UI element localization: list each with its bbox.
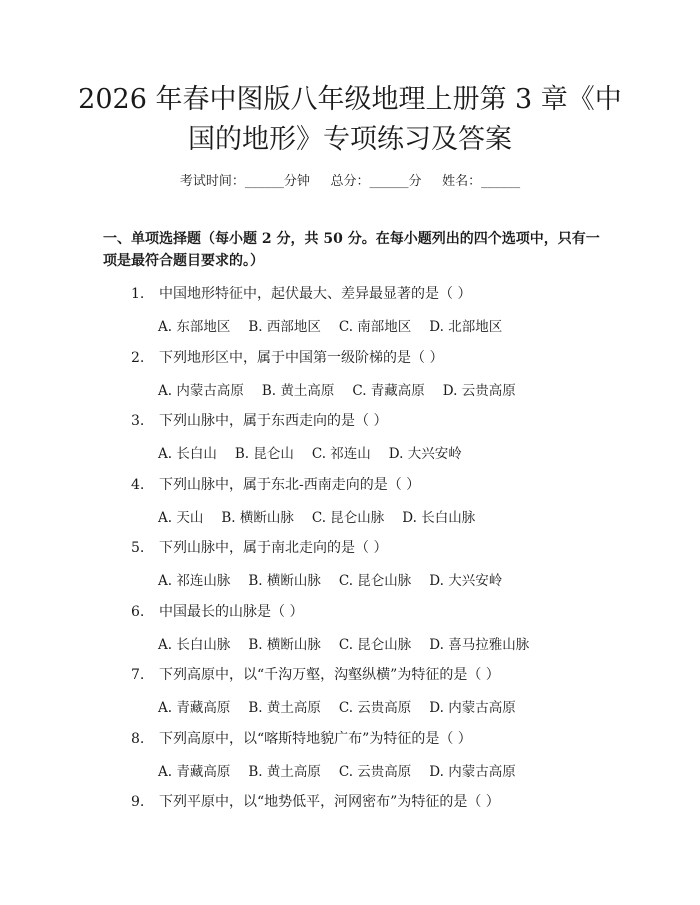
question-number: 3. xyxy=(131,413,145,429)
question-item xyxy=(131,537,631,557)
question-text: 下列山脉中，属于东北-西南走向的是（ ） xyxy=(159,476,421,493)
question-item xyxy=(131,283,631,303)
option-item: D. 大兴安岭 xyxy=(388,446,462,462)
option-item: B. 黄土高原 xyxy=(248,700,321,716)
question-number: 6. xyxy=(131,603,145,620)
option-item: D. 内蒙古高原 xyxy=(429,700,516,716)
option-item: A. 天山 xyxy=(158,509,204,526)
question-item xyxy=(131,664,631,684)
question-item xyxy=(131,728,631,748)
question-text: 下列地形区中，属于中国第一级阶梯的是（ ） xyxy=(159,349,444,366)
question-item xyxy=(131,474,631,494)
exam-meta: 考试时间：______分钟 总分：______分 姓名：______ xyxy=(179,174,521,189)
question-text: 中国地形特征中，起伏最大、差异最显著的是（ ） xyxy=(159,286,472,302)
option-item: A. 祁连山脉 xyxy=(158,573,231,589)
option-item: B. 昆仑山 xyxy=(234,446,294,462)
question-item xyxy=(131,791,631,811)
question-item xyxy=(131,601,631,621)
question-options xyxy=(158,315,520,335)
option-item: B. 黄土高原 xyxy=(261,382,335,399)
question-number: 9. xyxy=(131,794,145,810)
question-options xyxy=(158,442,480,462)
option-item: C. 祁连山 xyxy=(311,446,371,462)
question-number: 5. xyxy=(131,540,145,556)
question-text: 下列山脉中，属于东西走向的是（ ） xyxy=(159,413,388,429)
question-number: 2. xyxy=(131,349,145,366)
title-line-1: 2026 年春中图版八年级地理上册第 3 章《中 xyxy=(78,84,622,115)
option-item: A. 东部地区 xyxy=(158,319,231,335)
option-item: D. 大兴安岭 xyxy=(429,573,503,589)
option-item: C. 云贵高原 xyxy=(338,763,412,780)
question-options xyxy=(158,696,534,716)
option-item: C. 昆仑山脉 xyxy=(338,636,412,653)
question-text: 下列平原中，以“地势低平，河网密布”为特征的是（ ） xyxy=(159,794,500,810)
question-number: 7. xyxy=(131,667,145,683)
question-text: 中国最长的山脉是（ ） xyxy=(159,603,304,620)
option-item: C. 云贵高原 xyxy=(338,700,412,716)
option-item: C. 昆仑山脉 xyxy=(311,509,385,526)
question-text: 下列山脉中，属于南北走向的是（ ） xyxy=(159,540,388,556)
option-item: D. 长白山脉 xyxy=(402,509,476,526)
option-item: D. 喜马拉雅山脉 xyxy=(429,636,530,653)
question-item xyxy=(131,347,631,367)
section-title: 一、单项选择题（每小题 2 分，共 50 分。在每小题列出的四个选项中，只有一项是最符合题目要求的。） xyxy=(103,231,600,269)
question-text: 下列高原中，以“千沟万壑，沟壑纵横”为特征的是（ ） xyxy=(159,667,500,683)
option-item: B. 黄土高原 xyxy=(248,763,321,780)
option-item: A. 内蒙古高原 xyxy=(158,382,244,399)
option-item: A. 青藏高原 xyxy=(158,700,231,716)
question-options xyxy=(158,633,547,653)
option-item: A. 长白山脉 xyxy=(158,636,231,653)
page-title xyxy=(60,80,640,160)
option-item: A. 青藏高原 xyxy=(158,763,231,780)
option-item: C. 青藏高原 xyxy=(352,382,425,399)
option-item: D. 北部地区 xyxy=(429,319,503,335)
option-item: D. 云贵高原 xyxy=(442,382,516,399)
question-item xyxy=(131,410,631,430)
option-item: B. 横断山脉 xyxy=(248,636,321,653)
question-options xyxy=(158,379,534,399)
option-item: C. 南部地区 xyxy=(338,319,412,335)
title-line-2: 国的地形》专项练习及答案 xyxy=(188,124,512,155)
option-item: B. 西部地区 xyxy=(248,319,321,335)
question-options xyxy=(158,506,493,526)
question-number: 4. xyxy=(131,476,145,493)
option-item: B. 横断山脉 xyxy=(248,573,321,589)
question-number: 8. xyxy=(131,730,145,747)
option-item: C. 昆仑山脉 xyxy=(338,573,412,589)
option-item: A. 长白山 xyxy=(158,446,217,462)
question-text: 下列高原中，以“喀斯特地貌广布”为特征的是（ ） xyxy=(159,730,472,747)
question-options xyxy=(158,760,534,780)
question-number: 1. xyxy=(131,286,145,302)
option-item: B. 横断山脉 xyxy=(221,509,294,526)
question-options xyxy=(158,569,520,589)
option-item: D. 内蒙古高原 xyxy=(429,763,516,780)
